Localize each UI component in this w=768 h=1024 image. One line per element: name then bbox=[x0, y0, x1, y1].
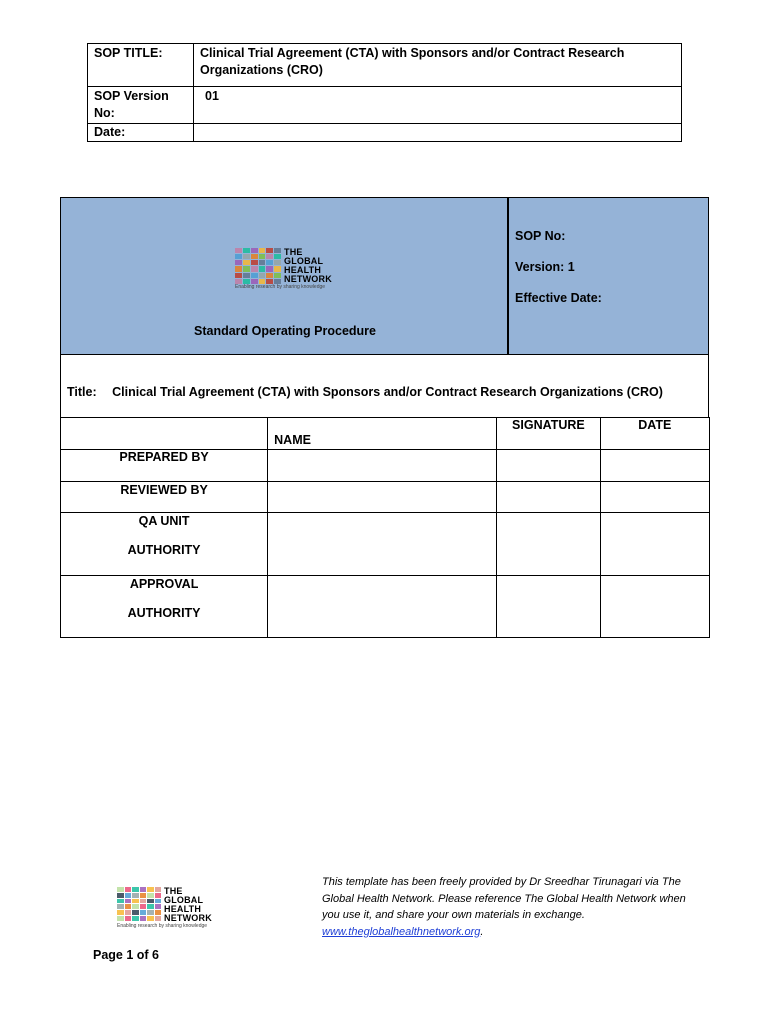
logo-tile bbox=[274, 260, 281, 265]
logo-tile bbox=[147, 893, 154, 898]
name-cell bbox=[268, 576, 497, 638]
logo-tile bbox=[155, 893, 162, 898]
logo-tile bbox=[155, 916, 162, 921]
logo-tile bbox=[235, 248, 242, 253]
sop-title-label: SOP TITLE: bbox=[88, 44, 194, 87]
logo-tile bbox=[140, 899, 147, 904]
table-row bbox=[61, 450, 710, 482]
logo-line1: THE bbox=[164, 886, 183, 896]
table-row bbox=[61, 482, 710, 513]
logo-tile bbox=[125, 899, 132, 904]
logo-tile bbox=[235, 254, 242, 259]
logo-line3: HEALTH bbox=[284, 265, 322, 275]
logo-tile bbox=[117, 887, 124, 892]
logo-tile bbox=[125, 904, 132, 909]
name-header: NAME bbox=[268, 418, 497, 450]
signature-cell bbox=[497, 513, 600, 576]
logo-tile bbox=[266, 260, 273, 265]
logo-line4: NETWORK bbox=[164, 913, 212, 923]
logo-tile bbox=[259, 273, 266, 278]
document-title-row bbox=[60, 354, 709, 418]
role-label-line2: AUTHORITY bbox=[127, 606, 201, 620]
role-header-cell bbox=[61, 418, 268, 450]
logo-wordmark bbox=[164, 887, 212, 923]
logo-tile bbox=[117, 910, 124, 915]
logo-tile bbox=[235, 260, 242, 265]
logo-tile bbox=[274, 254, 281, 259]
role-cell bbox=[61, 482, 268, 513]
role-label: QA UNIT bbox=[138, 514, 190, 528]
logo-tile bbox=[259, 260, 266, 265]
logo-tile bbox=[266, 248, 273, 253]
logo-tile bbox=[155, 899, 162, 904]
footer-note-line3: you use it, and share your own materials in exchange. bbox=[322, 909, 585, 921]
logo-tile bbox=[259, 248, 266, 253]
logo-tile bbox=[140, 893, 147, 898]
logo-tile bbox=[147, 904, 154, 909]
role-label-line2: AUTHORITY bbox=[127, 543, 201, 557]
website-link[interactable]: www.theglobalhealthnetwork.org bbox=[322, 925, 481, 938]
document-title bbox=[67, 385, 663, 399]
signature-cell bbox=[497, 450, 600, 482]
logo-tile bbox=[243, 273, 250, 278]
logo-mosaic-icon bbox=[235, 248, 281, 284]
logo-tile bbox=[125, 910, 132, 915]
sop-title-value bbox=[194, 44, 682, 87]
sop-version-label bbox=[88, 87, 194, 124]
logo-tile bbox=[132, 904, 139, 909]
sop-version-label-line2: No: bbox=[94, 106, 115, 120]
logo-tile bbox=[259, 266, 266, 271]
sop-version-label-line1: SOP Version bbox=[94, 89, 169, 103]
logo-tile bbox=[132, 910, 139, 915]
effective-date-label: Effective Date: bbox=[515, 291, 602, 305]
logo-tile bbox=[147, 887, 154, 892]
sop-header-box bbox=[60, 197, 709, 355]
logo-tile bbox=[140, 887, 147, 892]
logo-tile bbox=[140, 916, 147, 921]
logo-tile bbox=[125, 893, 132, 898]
date-cell bbox=[600, 450, 709, 482]
document-title-label: Title: bbox=[67, 385, 97, 399]
document-title-value: Clinical Trial Agreement (CTA) with Sponsors and/or Contract Research Organizations (CRO) bbox=[112, 385, 663, 399]
logo-tile bbox=[117, 916, 124, 921]
footer-link-suffix: . bbox=[480, 925, 484, 938]
logo-tile bbox=[274, 266, 281, 271]
logo-tile bbox=[266, 273, 273, 278]
logo-tile bbox=[125, 887, 132, 892]
sop-date-value bbox=[194, 124, 682, 142]
logo-tile bbox=[147, 899, 154, 904]
date-cell bbox=[600, 576, 709, 638]
logo-tile bbox=[147, 910, 154, 915]
logo-tile bbox=[266, 266, 273, 271]
version-label: Version: 1 bbox=[515, 260, 575, 274]
logo-tile bbox=[155, 910, 162, 915]
logo-tile bbox=[274, 248, 281, 253]
logo-tile bbox=[155, 904, 162, 909]
logo-tile bbox=[243, 248, 250, 253]
logo-tile bbox=[147, 916, 154, 921]
sop-date-label: Date: bbox=[88, 124, 194, 142]
header-caption: Standard Operating Procedure bbox=[194, 324, 376, 338]
role-label: APPROVAL bbox=[129, 577, 199, 591]
logo-line3: HEALTH bbox=[164, 904, 202, 914]
logo-tile bbox=[132, 887, 139, 892]
signature-header: SIGNATURE bbox=[497, 418, 600, 450]
role-cell bbox=[61, 576, 268, 638]
footer-link-line bbox=[322, 924, 722, 941]
logo-tile bbox=[132, 893, 139, 898]
logo-tile bbox=[266, 254, 273, 259]
logo-tile bbox=[132, 916, 139, 921]
signature-cell bbox=[497, 482, 600, 513]
logo-tile bbox=[155, 887, 162, 892]
logo-line2: GLOBAL bbox=[164, 895, 204, 905]
role-cell bbox=[61, 513, 268, 576]
role-label: REVIEWED BY bbox=[120, 483, 208, 497]
footer-note-line2: Global Health Network. Please reference The Global Health Network when bbox=[322, 892, 686, 905]
logo-tile bbox=[235, 273, 242, 278]
page-number: Page 1 of 6 bbox=[93, 948, 159, 962]
logo-tile bbox=[117, 893, 124, 898]
role-label: PREPARED BY bbox=[119, 450, 209, 464]
name-cell bbox=[268, 482, 497, 513]
signatures-header-row bbox=[61, 418, 710, 450]
signature-cell bbox=[497, 576, 600, 638]
signatures-table bbox=[60, 417, 710, 638]
sop-title-value-line2: Organizations (CRO) bbox=[200, 63, 323, 77]
logo-tile bbox=[251, 254, 258, 259]
logo-tile bbox=[251, 260, 258, 265]
sop-info-table bbox=[87, 43, 682, 142]
header-logo bbox=[235, 246, 345, 294]
logo-tile bbox=[243, 254, 250, 259]
logo-mosaic-icon bbox=[117, 887, 161, 921]
logo-tile bbox=[140, 910, 147, 915]
logo-wordmark bbox=[284, 248, 332, 284]
logo-tile bbox=[274, 273, 281, 278]
table-row bbox=[61, 513, 710, 576]
logo-tile bbox=[251, 248, 258, 253]
sop-version-value bbox=[194, 87, 682, 124]
logo-line1: THE bbox=[284, 247, 303, 257]
date-header: DATE bbox=[600, 418, 709, 450]
role-cell bbox=[61, 450, 268, 482]
table-row bbox=[61, 576, 710, 638]
footer-note bbox=[322, 874, 722, 940]
logo-tile bbox=[140, 904, 147, 909]
name-cell bbox=[268, 450, 497, 482]
header-divider bbox=[507, 198, 509, 354]
name-cell bbox=[268, 513, 497, 576]
logo-line2: GLOBAL bbox=[284, 256, 324, 266]
footer-note-line1: This template has been freely provided by Dr Sreedhar Tirunagari via The bbox=[322, 876, 681, 888]
logo-tile bbox=[132, 899, 139, 904]
logo-tile bbox=[243, 266, 250, 271]
footer-logo bbox=[117, 885, 227, 933]
logo-tile bbox=[235, 266, 242, 271]
logo-tagline: Enabling research by sharing knowledge bbox=[117, 923, 208, 929]
sop-no-label: SOP No: bbox=[515, 229, 566, 243]
logo-tile bbox=[125, 916, 132, 921]
logo-tile bbox=[251, 273, 258, 278]
logo-tile bbox=[117, 904, 124, 909]
logo-line4: NETWORK bbox=[284, 274, 332, 284]
logo-tile bbox=[259, 254, 266, 259]
date-cell bbox=[600, 513, 709, 576]
sop-version-number: 01 bbox=[205, 89, 219, 103]
logo-tagline: Enabling research by sharing knowledge bbox=[235, 284, 326, 290]
logo-tile bbox=[251, 266, 258, 271]
logo-tile bbox=[243, 260, 250, 265]
date-cell bbox=[600, 482, 709, 513]
sop-title-value-line1: Clinical Trial Agreement (CTA) with Sponsors and/or Contract Research bbox=[200, 46, 625, 60]
logo-tile bbox=[117, 899, 124, 904]
